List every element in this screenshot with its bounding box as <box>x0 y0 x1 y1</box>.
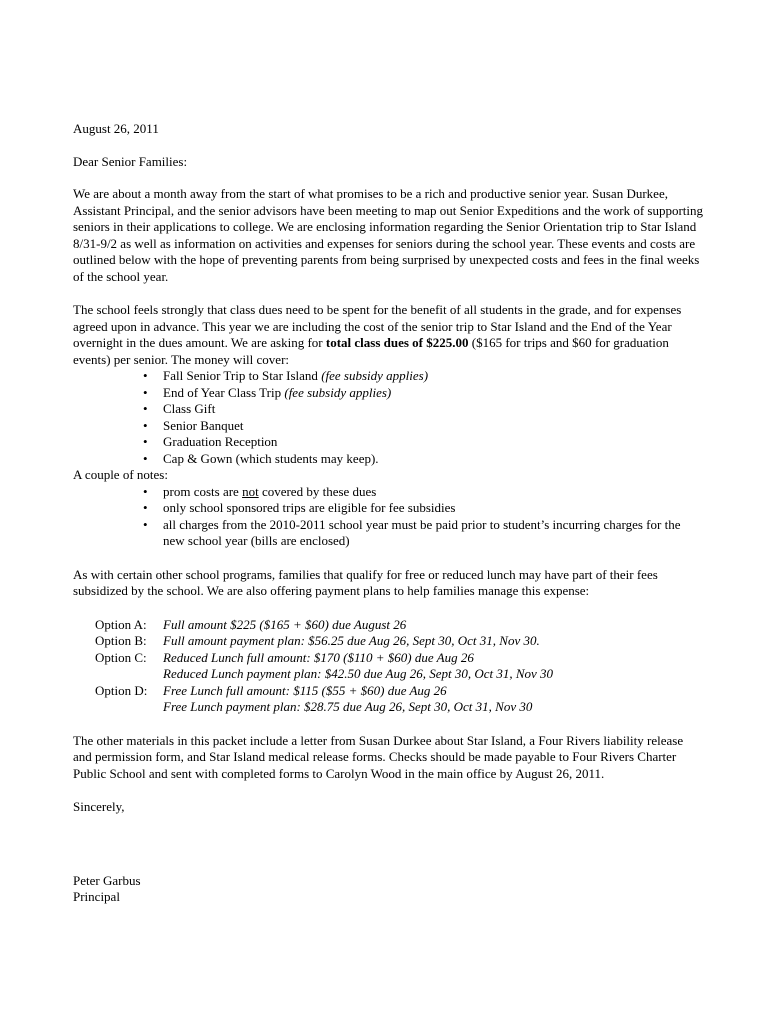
list-item <box>73 434 705 451</box>
list-item <box>73 517 705 550</box>
option-text: Full amount $225 ($165 + $60) due August 26 <box>163 616 407 632</box>
list-item <box>73 500 705 517</box>
salutation: Dear Senior Families: <box>73 153 188 169</box>
payment-option-row <box>95 633 705 650</box>
materials-paragraph: The other materials in this packet include a letter from Susan Durkee about Star Island, a Four Rivers liability release and permission form, and Star Island medical release forms. Checks should be made payable to Four Rivers Charter Public School and sent with completed forms to Carolyn Wood in the main office by August 26, 2011. <box>73 732 684 781</box>
payment-option-row <box>95 617 705 634</box>
option-label: Option B: <box>95 633 147 648</box>
bullet-icon: • <box>143 516 148 532</box>
note-text: all charges from the 2010-2011 school year must be paid prior to student’s incurring charges for the new school year (bills are enclosed) <box>163 516 681 548</box>
bullet-icon: • <box>143 368 148 383</box>
bullet-icon: • <box>143 417 148 433</box>
note-text-pre: prom costs are <box>163 483 243 499</box>
option-label: Option C: <box>95 649 147 665</box>
dues-paragraph <box>73 302 705 368</box>
option-text: Free Lunch full amount: $115 ($55 + $60) due Aug 26 <box>163 682 447 698</box>
dues-paragraph-start: The school feels strongly that class dues need to be spent for the benefit of all students in the grade, and for expenses agreed upon in advance. This year we are including the cost of the senior trip to Star Island and the End of the Year overnight in the dues amount. We are asking for <box>73 302 682 350</box>
list-item <box>73 401 705 418</box>
payment-option-row <box>95 699 705 716</box>
list-item-text: End of Year Class Trip <box>163 384 285 400</box>
payment-option-row <box>95 683 705 700</box>
list-item <box>73 385 705 402</box>
intro-paragraph: We are about a month away from the start of what promises to be a rich and productive senior year. Susan Durkee, Assistant Principal, and the senior advisors have been meeting to map out Senior Expeditions and the work of supporting seniors in their applications to college. We are enclosing information regarding the Senior Orientation trip to Star Island 8/31-9/2 as well as information on activities and expenses for seniors during the school year. These events and costs are outlined below with the hope of preventing parents from being surprised by unexpected costs and fees in the final weeks of the school year. <box>73 186 704 284</box>
payment-option-row <box>95 666 705 683</box>
signer-title: Principal <box>73 889 120 904</box>
list-item-note: (fee subsidy applies) <box>321 368 429 383</box>
list-item <box>73 418 705 435</box>
notes-list <box>73 484 705 550</box>
payment-options <box>95 617 705 716</box>
option-label <box>95 666 163 683</box>
list-item-text: Graduation Reception <box>163 434 278 449</box>
covered-items-list <box>73 368 705 467</box>
letter-body <box>73 121 705 906</box>
option-label <box>95 699 163 716</box>
letter-date: August 26, 2011 <box>73 121 159 136</box>
payment-option-row <box>95 650 705 667</box>
signer-name: Peter Garbus <box>73 872 141 888</box>
dues-total-bold: total class dues of $225.00 <box>325 335 469 350</box>
list-item <box>73 484 705 501</box>
bullet-icon: • <box>143 384 148 400</box>
list-item-text: Cap & Gown (which students may keep). <box>163 450 379 466</box>
option-text: Full amount payment plan: $56.25 due Aug 26, Sept 30, Oct 31, Nov 30. <box>163 633 540 648</box>
subsidy-paragraph: As with certain other school programs, families that qualify for free or reduced lunch may have part of their fees subsidized by the school. We are also offering payment plans to help families manage this expense: <box>73 566 658 598</box>
bullet-icon: • <box>143 434 148 449</box>
list-item <box>73 451 705 468</box>
bullet-icon: • <box>143 401 148 416</box>
option-text: Reduced Lunch full amount: $170 ($110 + $60) due Aug 26 <box>163 649 474 665</box>
option-label: Option D: <box>95 682 148 698</box>
note-text-underlined: not <box>242 483 259 499</box>
option-text: Reduced Lunch payment plan: $42.50 due Aug 26, Sept 30, Oct 31, Nov 30 <box>163 666 554 681</box>
closing: Sincerely, <box>73 799 125 814</box>
note-text-post: covered by these dues <box>258 483 377 499</box>
list-item-note: (fee subsidy applies) <box>284 384 392 400</box>
list-item-text: Class Gift <box>163 401 216 416</box>
bullet-icon: • <box>143 500 148 515</box>
notes-label: A couple of notes: <box>73 467 168 482</box>
list-item-text: Fall Senior Trip to Star Island <box>163 368 322 383</box>
list-item-text: Senior Banquet <box>163 417 244 433</box>
note-text: only school sponsored trips are eligible for fee subsidies <box>163 500 456 515</box>
bullet-icon: • <box>143 483 148 499</box>
list-item <box>73 368 705 385</box>
option-text: Free Lunch payment plan: $28.75 due Aug 26, Sept 30, Oct 31, Nov 30 <box>163 699 533 714</box>
option-label: Option A: <box>95 616 147 632</box>
dues-paragraph-end: ($165 for trips and $60 for graduation events) per senior. The money will cover: <box>73 335 669 367</box>
bullet-icon: • <box>143 450 148 466</box>
